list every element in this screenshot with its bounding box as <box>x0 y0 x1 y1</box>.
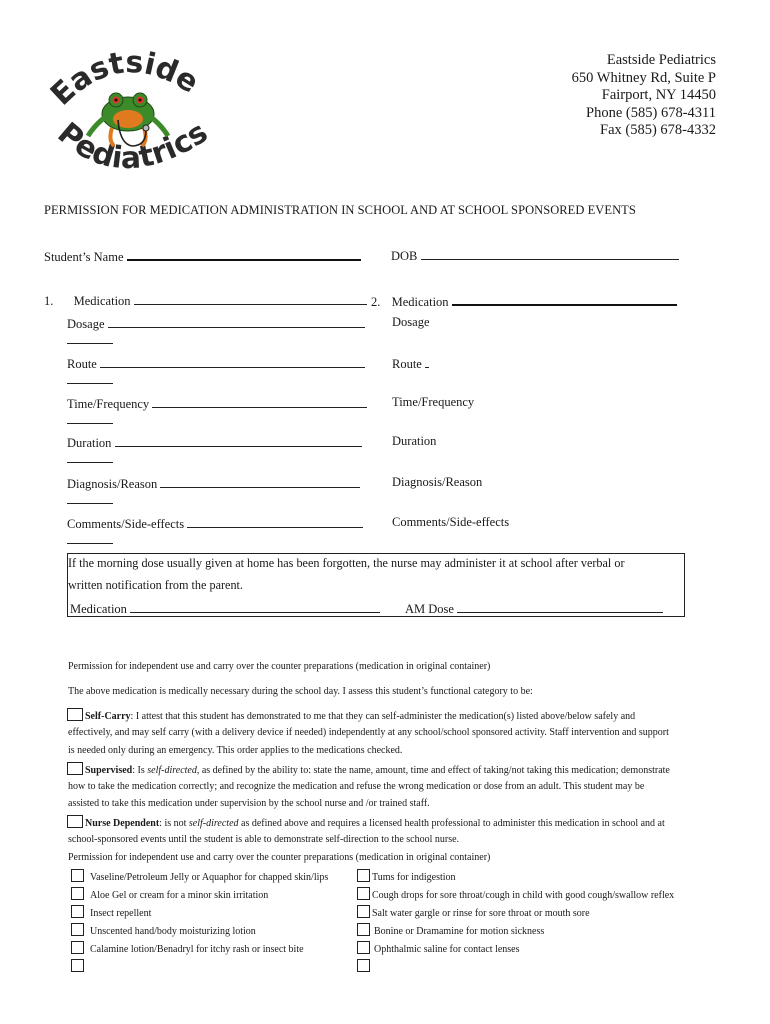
med2-number: 2. <box>371 295 381 309</box>
med2-route-field[interactable] <box>392 355 429 372</box>
form-title: PERMISSION FOR MEDICATION ADMINISTRATION IN SCHOOL AND AT SCHOOL SPONSORED EVENTS <box>44 203 636 217</box>
med2-route-line[interactable] <box>425 355 429 368</box>
nurse-dependent-text-2: school-sponsored events until the student is able to demonstrate self-direction to the school nurse. <box>68 834 460 845</box>
med2-medication-label: Medication <box>391 295 449 309</box>
otc-item-left-blank[interactable] <box>71 959 90 973</box>
am-dose-label: AM Dose <box>405 602 454 616</box>
otc-checkbox[interactable] <box>71 869 84 882</box>
med1-comments-label: Comments/Side-effects <box>67 517 185 531</box>
otc-checkbox[interactable] <box>71 941 84 954</box>
otc-label: Vaseline/Petroleum Jelly or Aquaphor for chapped skin/lips <box>90 872 329 883</box>
med1-medication-line[interactable] <box>134 292 367 305</box>
forgotten-medication-label: Medication <box>70 602 127 616</box>
forgotten-dose-line1: If the morning dose usually given at home has been forgotten, the nurse may administer it at school after verbal or <box>68 556 625 570</box>
logo-top-text: astside <box>62 48 205 101</box>
otc-checkbox[interactable] <box>357 905 370 918</box>
forgotten-medication-field[interactable] <box>70 600 380 617</box>
med2-dosage-label[interactable]: Dosage <box>392 315 430 329</box>
otc-item-right[interactable] <box>357 869 456 883</box>
frog-logo-icon <box>48 48 208 178</box>
nurse-pre: : is not <box>159 818 189 829</box>
self-carry-text-2: effectively, and may self carry (with a delivery device if needed) independently at any school/school sponsored activity. Staff intervention and support <box>68 727 669 738</box>
self-carry-checkbox[interactable] <box>67 708 83 721</box>
med1-dosage-line-2[interactable] <box>67 343 113 344</box>
otc-item-right[interactable] <box>357 905 590 919</box>
clinic-street: 650 Whitney Rd, Suite P <box>571 69 716 86</box>
med1-dosage-field[interactable] <box>67 315 365 332</box>
otc-item-left[interactable] <box>71 869 328 883</box>
otc-item-left[interactable] <box>71 941 304 955</box>
med1-number: 1. <box>44 294 54 308</box>
supervised-title: Supervised <box>85 765 133 776</box>
med2-diagnosis-label[interactable]: Diagnosis/Reason <box>392 475 483 489</box>
otc-item-left[interactable] <box>71 905 151 919</box>
otc-label: Salt water gargle or rinse for sore throat or mouth sore <box>372 908 590 919</box>
med1-frequency-line-2[interactable] <box>67 423 113 424</box>
self-carry-option[interactable] <box>67 708 635 722</box>
logo-bottom-text: Pediatric <box>50 115 199 177</box>
otc-label: Insect repellent <box>90 908 152 919</box>
forgotten-dose-line2: written notification from the parent. <box>68 578 243 592</box>
clinic-phone: Phone (585) 678-4311 <box>586 104 716 121</box>
otc-intro: Permission for independent use and carry over the counter preparations (medication in original container) <box>68 852 491 863</box>
nurse-em: self-directed <box>188 818 239 829</box>
otc-checkbox-blank[interactable] <box>357 959 370 972</box>
clinic-fax: Fax (585) 678-4332 <box>600 122 716 139</box>
clinic-name: Eastside Pediatrics <box>606 52 716 68</box>
otc-checkbox[interactable] <box>357 887 370 900</box>
otc-checkbox[interactable] <box>71 905 84 918</box>
med1-route-label: Route <box>67 357 97 371</box>
otc-label: Tums for indigestion <box>372 872 456 883</box>
med1-diagnosis-line-2[interactable] <box>67 503 113 504</box>
otc-checkbox[interactable] <box>71 923 84 936</box>
forgotten-medication-line[interactable] <box>130 600 380 613</box>
supervised-pre: : Is <box>132 765 148 776</box>
nurse-dependent-title: Nurse Dependent <box>85 818 160 829</box>
med1-dosage-line[interactable] <box>108 315 365 328</box>
otc-item-right-blank[interactable] <box>357 959 376 973</box>
am-dose-field[interactable] <box>405 600 663 617</box>
med1-diagnosis-line[interactable] <box>160 475 360 488</box>
dob-field[interactable] <box>391 247 679 264</box>
med1-comments-field[interactable] <box>67 515 363 532</box>
otc-checkbox-blank[interactable] <box>71 959 84 972</box>
med2-medication-line[interactable] <box>452 292 677 306</box>
clinic-address-block <box>572 52 716 140</box>
dob-label: DOB <box>391 249 418 263</box>
med1-route-field[interactable] <box>67 355 365 372</box>
otc-item-right[interactable] <box>357 941 520 955</box>
otc-checkbox[interactable] <box>71 887 84 900</box>
otc-label: Calamine lotion/Benadryl for itchy rash or insect bite <box>90 944 304 955</box>
am-dose-line[interactable] <box>457 600 663 613</box>
med1-comments-line[interactable] <box>187 515 363 528</box>
otc-item-left[interactable] <box>71 887 268 901</box>
otc-item-right[interactable] <box>357 923 544 937</box>
self-carry-text-3: is needed only during an emergency. This order applies to the medications checked. <box>68 745 403 756</box>
med1-medication-label: Medication <box>73 294 131 308</box>
supervised-text-3: assisted to take this medication under supervision by the school nurse and /or trained staff. <box>68 798 430 809</box>
med1-duration-line[interactable] <box>115 434 362 447</box>
med1-diagnosis-field[interactable] <box>67 475 360 492</box>
otc-checkbox[interactable] <box>357 923 370 936</box>
student-name-line[interactable] <box>127 247 361 261</box>
otc-item-left[interactable] <box>71 923 256 937</box>
med1-medication-field[interactable] <box>44 292 367 309</box>
otc-label: Ophthalmic saline for contact lenses <box>374 944 520 955</box>
student-name-field[interactable] <box>44 247 361 265</box>
med1-frequency-line[interactable] <box>152 395 367 408</box>
otc-label: Cough drops for sore throat/cough in child with good cough/swallow reflex <box>372 890 675 901</box>
supervised-em: self-directed <box>147 765 197 776</box>
nurse-text-1: as defined above and requires a licensed health professional to administer this medication in school and at <box>238 818 665 829</box>
medically-necessary-statement: The above medication is medically necessary during the school day. I assess this student’s functional category to be: <box>68 686 533 697</box>
med1-frequency-field[interactable] <box>67 395 367 412</box>
med1-diagnosis-label: Diagnosis/Reason <box>67 477 158 491</box>
supervised-text-2: how to take the medication correctly; and recognize the medication and refuse the wrong medication or dose from an adult. This student may be <box>68 781 645 792</box>
med1-comments-line-2[interactable] <box>67 543 113 544</box>
otc-checkbox[interactable] <box>357 941 370 954</box>
med1-dosage-label: Dosage <box>67 317 105 331</box>
med2-route-label: Route <box>392 357 422 371</box>
otc-label: Bonine or Dramamine for motion sickness <box>374 926 545 937</box>
supervised-option[interactable] <box>67 762 670 776</box>
clinic-city: Fairport, NY 14450 <box>601 87 716 104</box>
otc-label: Aloe Gel or cream for a minor skin irritation <box>90 890 269 901</box>
dob-line[interactable] <box>421 247 679 260</box>
supervised-text-1: , as defined by the ability to: state the name, amount, time and effect of taking/not taking this medication; demonstrate <box>196 765 670 776</box>
med1-route-line[interactable] <box>100 355 365 368</box>
med2-duration-label[interactable]: Duration <box>392 434 437 448</box>
med1-route-line-2[interactable] <box>67 383 113 384</box>
med2-medication-field[interactable] <box>371 292 677 310</box>
self-carry-title: Self-Carry <box>85 711 131 722</box>
eastside-pediatrics-logo <box>48 48 208 178</box>
med1-frequency-label: Time/Frequency <box>67 397 150 411</box>
med1-duration-label: Duration <box>67 436 112 450</box>
supervised-checkbox[interactable] <box>67 762 83 775</box>
permission-intro: Permission for independent use and carry over the counter preparations (medication in original container) <box>68 661 491 672</box>
med1-duration-line-2[interactable] <box>67 462 113 463</box>
med1-duration-field[interactable] <box>67 434 362 451</box>
med2-frequency-label[interactable]: Time/Frequency <box>392 395 475 409</box>
nurse-dependent-option[interactable] <box>67 815 665 829</box>
otc-checkbox[interactable] <box>357 869 370 882</box>
otc-item-right[interactable] <box>357 887 674 901</box>
nurse-dependent-checkbox[interactable] <box>67 815 83 828</box>
self-carry-text-1: : I attest that this student has demonstrated to me that they can self-administer the medication(s) listed above/below safely and <box>130 711 636 722</box>
student-name-label: Student’s Name <box>44 250 124 264</box>
med2-comments-label[interactable]: Comments/Side-effects <box>392 515 510 529</box>
otc-label: Unscented hand/body moisturizing lotion <box>90 926 256 937</box>
